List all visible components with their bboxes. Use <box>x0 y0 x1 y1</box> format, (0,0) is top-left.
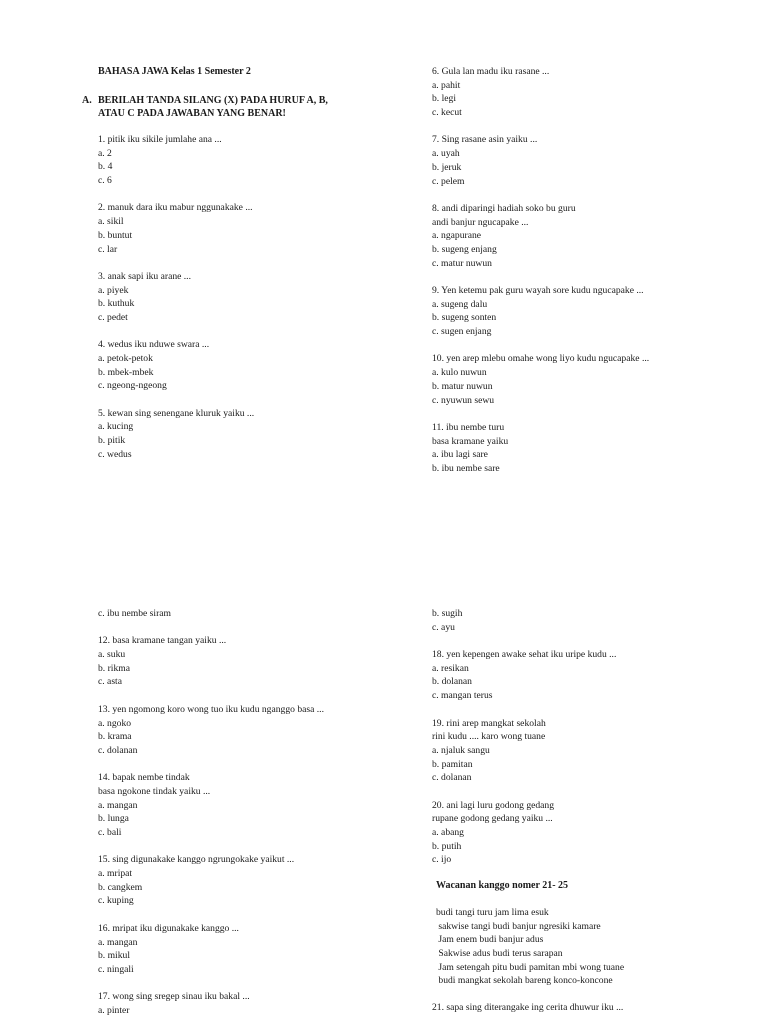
question-line: a. resikan <box>432 662 469 674</box>
question-line: c. 6 <box>98 175 112 187</box>
question-line: a. suku <box>98 649 126 661</box>
question-line: 3. anak sapi iku arane ... <box>98 270 191 282</box>
question-line: b. matur nuwun <box>432 380 493 392</box>
question-line: b. legi <box>432 93 456 105</box>
spacer <box>98 325 254 339</box>
spacer <box>98 840 324 854</box>
question-line: c. kuping <box>98 895 134 907</box>
question-line: b. pitik <box>98 435 126 447</box>
question-line: b. sugeng sonten <box>432 312 497 324</box>
question-line: 1. pitik iku sikile jumlahe ana ... <box>98 134 222 145</box>
questions-top-right <box>432 65 649 476</box>
question-line: a. njaluk sangu <box>432 744 490 756</box>
spacer <box>98 758 324 772</box>
question-line: a. sikil <box>98 216 124 228</box>
spacer <box>98 621 324 635</box>
question-line: rupane godong gedang yaiku ... <box>432 813 553 825</box>
section-instruction-line1: BERILAH TANDA SILANG (X) PADA HURUF A, B, <box>98 95 328 106</box>
question-line: b. ibu nembe sare <box>432 462 500 474</box>
question-line: a. pinter <box>98 1004 130 1016</box>
question-line: andi banjur ngucapake ... <box>432 216 529 228</box>
spacer <box>98 908 324 922</box>
question-line: rini kudu .... karo wong tuane <box>432 731 546 743</box>
question-line: a. kucing <box>98 421 134 433</box>
question-line: c. ngeong-ngeong <box>98 380 167 392</box>
question-line: b. jeruk <box>432 161 462 173</box>
question-line: b. 4 <box>98 161 113 173</box>
spacer <box>432 339 649 353</box>
question-line: a. mangan <box>98 936 138 948</box>
question-line: a. ngoko <box>98 717 132 729</box>
question-line: basa ngokone tindak yaiku ... <box>98 785 211 797</box>
question-line: b. kuthuk <box>98 298 135 310</box>
question-line: 6. Gula lan madu iku rasane ... <box>432 66 550 77</box>
question-line: c. pelem <box>432 175 465 187</box>
question-line: a. uyah <box>432 148 460 160</box>
question-line: 8. andi diparingi hadiah soko bu guru <box>432 202 576 214</box>
question-line: c. sugen enjang <box>432 326 492 338</box>
question-line: 19. rini arep mangkat sekolah <box>432 717 546 729</box>
question-line: c. lar <box>98 243 118 255</box>
spacer <box>98 977 324 991</box>
spacer <box>98 256 254 270</box>
question-line: sakwise tangi budi banjur ngresiki kamare <box>436 920 601 932</box>
section-letter: A. <box>82 95 92 106</box>
questions-top-left <box>98 133 254 462</box>
question-line: 9. Yen ketemu pak guru wayah sore kudu ngucapake ... <box>432 285 644 296</box>
question-line: basa kramane yaiku <box>432 435 509 447</box>
spacer <box>432 634 616 648</box>
question-line: c. nyuwun sewu <box>432 394 495 406</box>
question-line: 14. bapak nembe tindak <box>98 772 190 784</box>
question-line: a. mangan <box>98 799 138 811</box>
spacer <box>432 120 649 134</box>
question-21 <box>432 1001 623 1015</box>
question-line: a. mripat <box>98 868 133 880</box>
question-line: b. rikma <box>98 662 130 674</box>
spacer <box>432 407 649 421</box>
question-line: c. ijo <box>432 854 452 866</box>
question-line: c. ibu nembe siram <box>98 608 171 619</box>
question-line: b. krama <box>98 731 132 743</box>
question-line: budi tangi turu jam lima esuk <box>436 907 549 918</box>
question-line: a. kulo nuwun <box>432 367 487 379</box>
question-line: a. ngapurane <box>432 230 482 242</box>
spacer <box>98 188 254 202</box>
passage-text <box>436 906 624 988</box>
question-line: b. mikul <box>98 950 130 962</box>
question-line: c. bali <box>98 827 122 838</box>
question-line: a. piyek <box>98 284 129 296</box>
question-line: 4. wedus iku nduwe swara ... <box>98 339 210 351</box>
question-line: c. kecut <box>432 107 462 119</box>
question-line: b. dolanan <box>432 676 472 688</box>
question-line: b. pamitan <box>432 758 473 770</box>
question-line: c. asta <box>98 676 122 688</box>
question-line: c. ningali <box>98 963 134 975</box>
question-line: 13. yen ngomong koro wong tuo iku kudu nganggo basa ... <box>98 703 324 715</box>
section-instruction-line2: ATAU C PADA JAWABAN YANG BENAR! <box>98 108 286 119</box>
question-line: 20. ani lagi luru godong gedang <box>432 799 555 811</box>
question-line: Jam setengah pitu budi pamitan mbi wong tuane <box>436 961 625 973</box>
question-line: b. sugih <box>432 608 463 619</box>
question-line: a. petok-petok <box>98 353 153 364</box>
question-line: 11. ibu nembe turu <box>432 421 505 433</box>
passage-title: Wacanan kanggo nomer 21- 25 <box>436 880 569 891</box>
question-line: b. lunga <box>98 813 129 825</box>
question-line: c. dolanan <box>432 772 472 784</box>
question-text: 21. sapa sing diterangake ing cerita dhuwur iku ... <box>432 1002 624 1013</box>
spacer <box>98 393 254 407</box>
question-line: b. cangkem <box>98 881 143 893</box>
question-line: b. putih <box>432 840 462 852</box>
questions-bottom-right <box>432 607 616 867</box>
spacer <box>98 689 324 703</box>
question-line: b. sugeng enjang <box>432 243 497 255</box>
question-line: 5. kewan sing senengane kluruk yaiku ... <box>98 407 255 419</box>
question-line: 7. Sing rasane asin yaiku ... <box>432 134 538 146</box>
question-line: 18. yen kepengen awake sehat iku uripe kudu ... <box>432 649 617 661</box>
question-line: Sakwise adus budi terus sarapan <box>436 948 563 960</box>
question-line: 2. manuk dara iku mabur nggunakake ... <box>98 202 253 214</box>
question-line: c. dolanan <box>98 744 138 756</box>
question-line: c. wedus <box>98 448 132 460</box>
question-line: a. pahit <box>432 79 461 91</box>
spacer <box>432 785 616 799</box>
question-line: 12. basa kramane tangan yaiku ... <box>98 635 227 647</box>
questions-bottom-left <box>98 607 324 1018</box>
question-line: a. sugeng dalu <box>432 298 488 310</box>
question-line: c. pedet <box>98 311 128 323</box>
page-title: BAHASA JAWA Kelas 1 Semester 2 <box>98 66 251 77</box>
question-line: c. matur nuwun <box>432 257 492 269</box>
question-line: 17. wong sing sregep sinau iku bakal ... <box>98 991 250 1003</box>
question-line: b. mbek-mbek <box>98 366 154 378</box>
question-line: b. buntut <box>98 229 133 241</box>
question-line: 10. yen arep mlebu omahe wong liyo kudu ngucapake ... <box>432 353 650 365</box>
spacer <box>432 270 649 284</box>
question-line: 15. sing digunakake kanggo ngrungokake yaikut ... <box>98 854 295 866</box>
question-line: a. abang <box>432 827 464 838</box>
spacer <box>432 703 616 717</box>
question-line: c. mangan terus <box>432 690 493 702</box>
question-line: c. ayu <box>432 621 455 633</box>
spacer <box>432 188 649 202</box>
question-line: a. 2 <box>98 147 112 159</box>
question-line: a. ibu lagi sare <box>432 449 488 461</box>
question-line: Jam enem budi banjur adus <box>436 934 544 946</box>
question-line: budi mangkat sekolah bareng konco-koncone <box>436 975 613 987</box>
question-line: 16. mripat iku digunakake kanggo ... <box>98 922 239 934</box>
